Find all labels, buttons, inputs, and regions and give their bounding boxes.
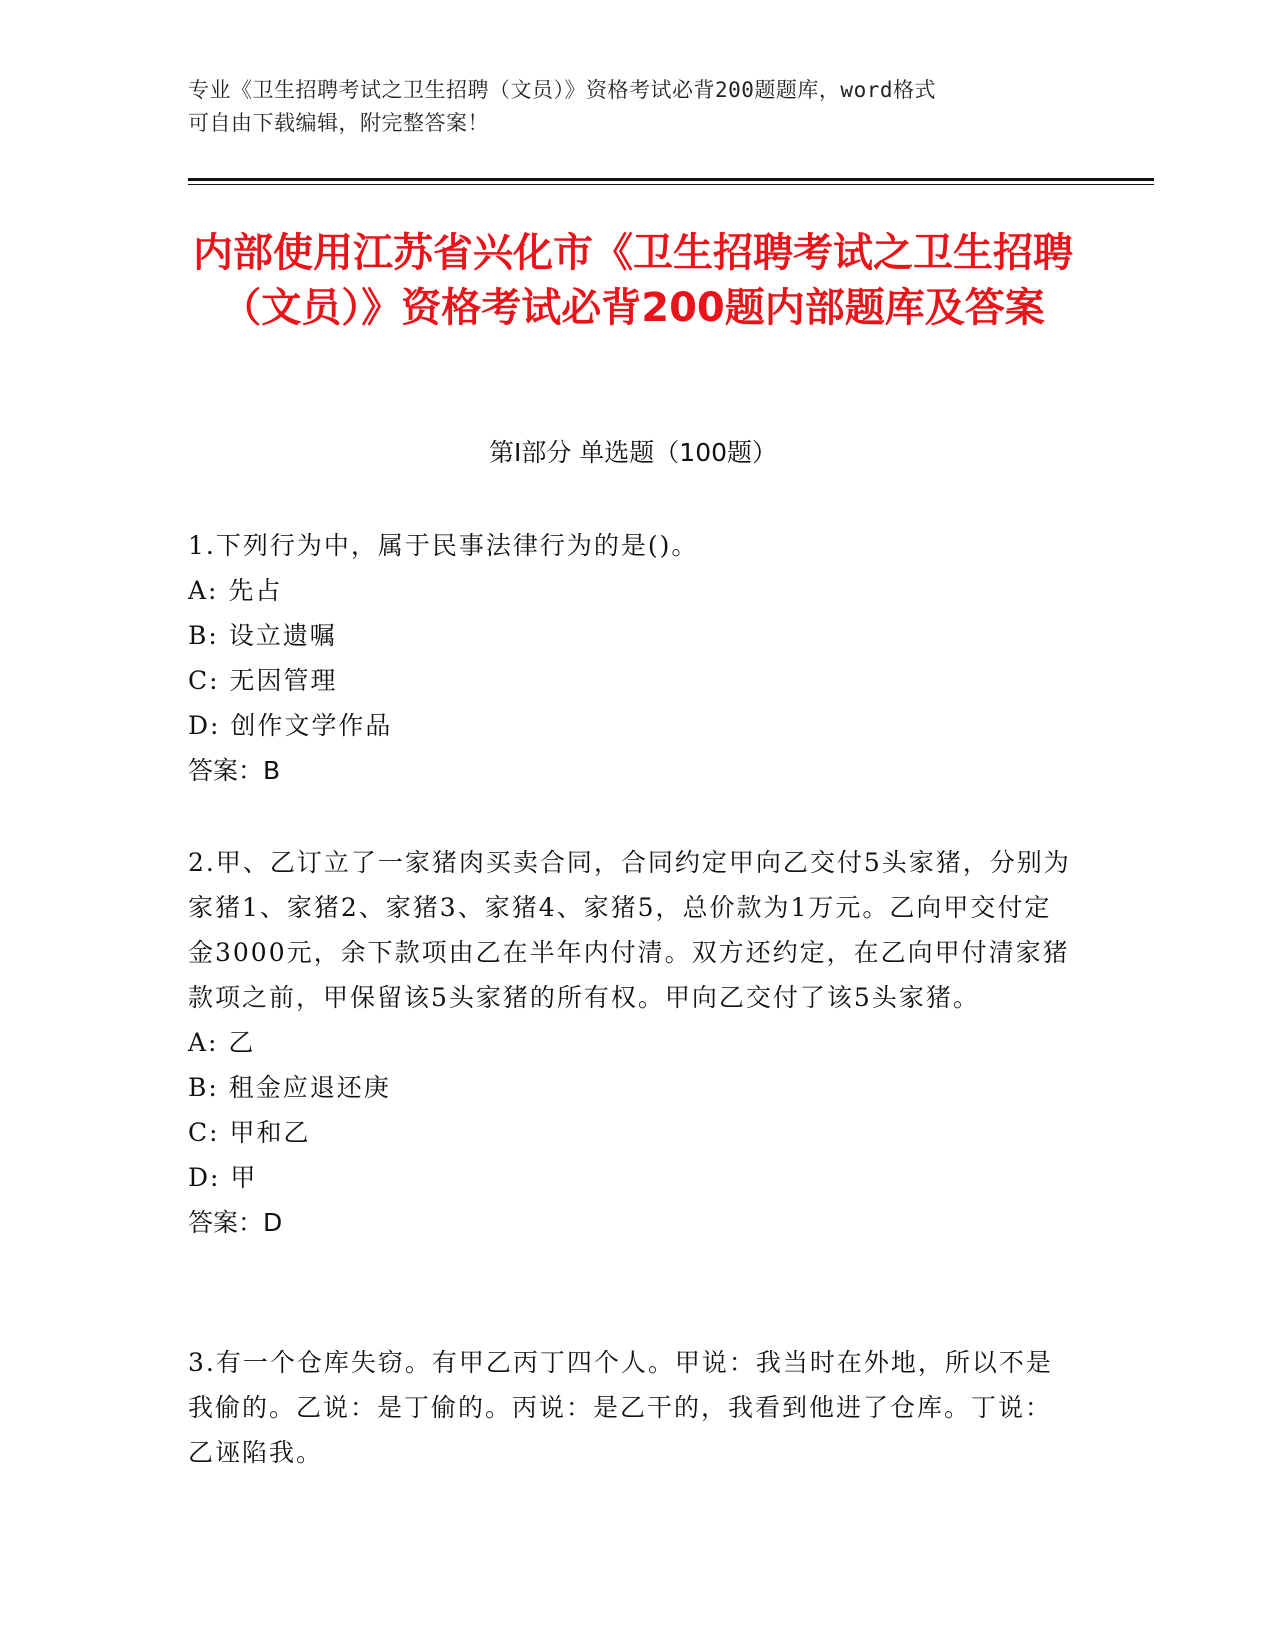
option-d: D: 甲 [188,1163,258,1192]
option-c: C: 无因管理 [188,666,338,695]
header-note-line-2: 可自由下载编辑，附完整答案！ [188,111,489,135]
header-note-line-1: 专业《卫生招聘考试之卫生招聘（文员）》资格考试必背200题题库，word格式 [188,78,936,102]
option-a: A: 先占 [188,576,283,605]
option-b: B: 设立遗嘱 [188,621,337,650]
option-a: A: 乙 [188,1028,256,1057]
question-item [188,523,1078,794]
answer-line: 答案：B [188,756,281,785]
header-divider-thin [188,184,1154,185]
option-b: B: 租金应退还庚 [188,1073,391,1102]
question-text: 1.下列行为中，属于民事法律行为的是()。 [188,531,699,560]
option-d: D: 创作文学作品 [188,711,393,740]
answer-line: 答案：D [188,1208,283,1237]
header-note [188,74,1068,140]
question-text: 2.甲、乙订立了一家猪肉买卖合同，合同约定甲向乙交付5头家猪，分别为家猪1、家猪2、家猪3、家猪4、家猪5，总价款为1万元。乙向甲交付定金3000元，余下款项由乙在半年内付清。双方还约定，在乙向甲付清家猪款项之前，甲保留该5头家猪的所有权。甲向乙交付了该5头家猪。 [188,848,1071,1012]
option-c: C: 甲和乙 [188,1118,311,1147]
question-text: 3.有一个仓库失窃。有甲乙丙丁四个人。甲说：我当时在外地，所以不是我偷的。乙说：是丁偷的。丙说：是乙干的，我看到他进了仓库。丁说：乙诬陷我。 [188,1348,1053,1467]
section-heading: 第Ⅰ部分 单选题（100题） [488,438,778,467]
header-divider-thick [188,178,1154,181]
question-item [188,1340,1078,1475]
document-title: 内部使用江苏省兴化市《卫生招聘考试之卫生招聘（文员）》资格考试必背200题内部题库及答案 [193,230,1073,331]
question-item [188,840,1078,1246]
